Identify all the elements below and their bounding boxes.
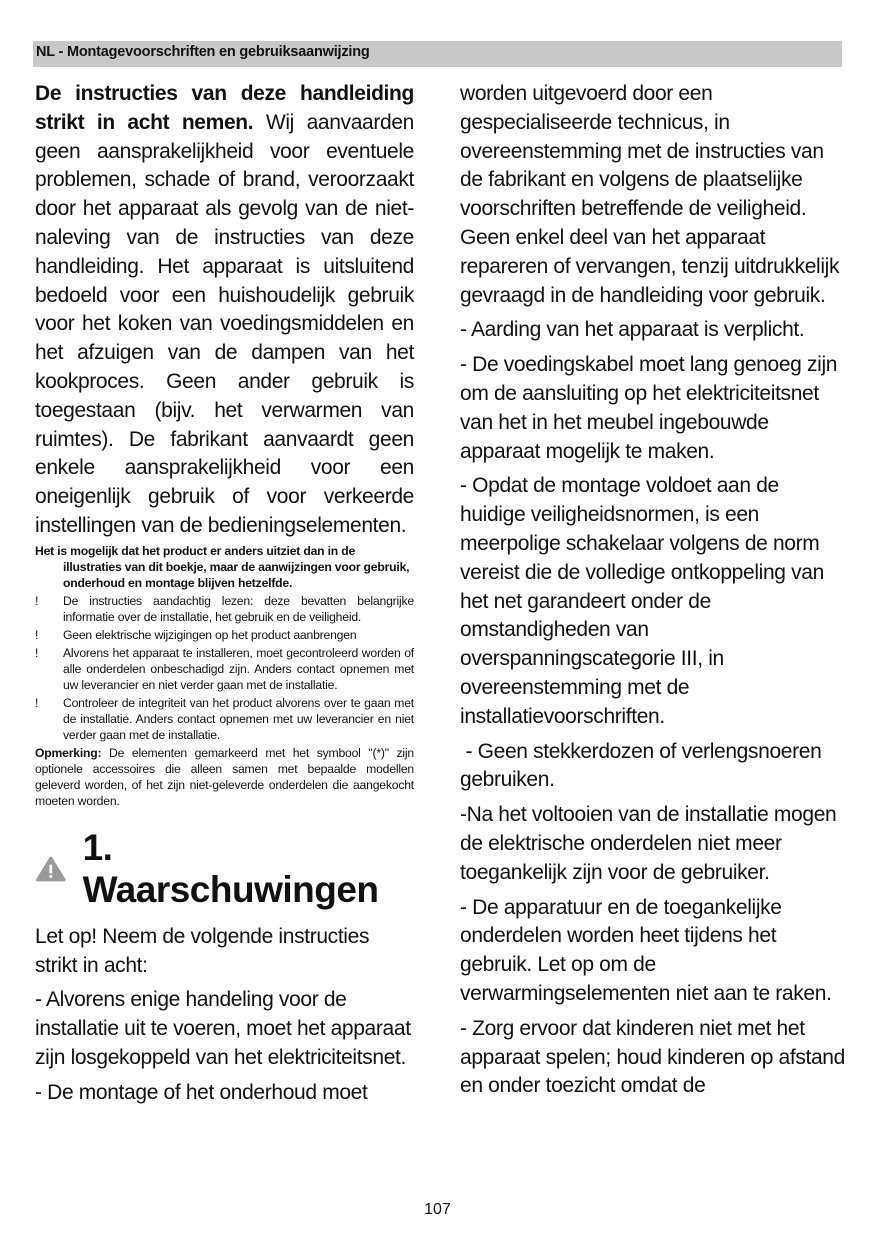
exclamation-icon: ! [35, 645, 39, 660]
list-item-text: Controleer de integriteit van het product alvorens over te gaan met de installatie. Anders contact opnemen met uw leverancier en niet verder gaan met de installatie. [63, 695, 414, 742]
intro-paragraph [35, 80, 414, 541]
header-text: NL - Montagevoorschriften en gebruiksaanwijzing [36, 44, 370, 60]
list-item [35, 627, 414, 643]
paragraph: -Na het voltooien van de installatie mogen de elektrische onderdelen niet meer toegankelijk zijn voor de gebruiker. [460, 803, 837, 884]
exclamation-icon: ! [35, 627, 39, 642]
paragraph: - Zorg ervoor dat kinderen niet met het apparaat spelen; houd kinderen op afstand en onder toezicht omdat de [460, 1016, 845, 1098]
list-item [35, 695, 414, 743]
exclamation-icon: ! [35, 593, 39, 608]
warning-icon [35, 855, 67, 883]
appearance-note [35, 543, 414, 591]
page-number: 107 [424, 1201, 451, 1218]
intro-bold: De instructies van deze handleiding strikt in acht nemen. [35, 82, 414, 134]
paragraph: - De voedingskabel moet lang genoeg zijn om de aansluiting op het elektriciteitsnet van het in het meubel ingebouwde apparaat mogelijk te maken. [460, 353, 838, 463]
paragraph: - Aarding van het apparaat is verplicht. [460, 318, 805, 342]
section-title: 1. Waarschuwingen [82, 826, 379, 910]
paragraph: - De montage of het onderhoud moet [35, 1080, 368, 1104]
paragraph: - Opdat de montage voldoet aan de huidige veiligheidsnormen, is een meerpolige schakelaar volgens de norm vereist die de volledige ontkoppeling van het net garandeert onder de omstandigheden van overspanningscategorie III, in overeenstemming met de installatievoorschriften. [460, 474, 824, 728]
remark [35, 745, 414, 809]
section-heading [35, 827, 414, 911]
appearance-note-line1: Het is mogelijk dat het product er anders uitziet dan in de [35, 543, 356, 558]
remark-text: De elementen gemarkeerd met het symbool "(*)" zijn optionele accessoires die alleen samen met bepaalde modellen geleverd worden, of het zijn niet-geleverde onderdelen die aangekocht moeten worden. [35, 745, 414, 808]
paragraph: - Alvorens enige handeling voor de installatie uit te voeren, moet het apparaat zijn losgekoppeld van het elektriciteitsnet. [35, 988, 411, 1069]
left-column [35, 80, 414, 1114]
list-item-text: Geen elektrische wijzigingen op het product aanbrengen [63, 627, 357, 642]
page-header [33, 41, 842, 67]
appearance-note-line2: illustraties van dit boekje, maar de aanwijzingen voor gebruik, onderhoud en montage blijven hetzelfde. [63, 559, 410, 590]
paragraph: Let op! Neem de volgende instructies strikt in acht: [35, 924, 370, 977]
paragraph: - Geen stekkerdozen of verlengsnoeren gebruiken. [460, 739, 827, 792]
exclamation-icon: ! [35, 695, 39, 710]
list-item [35, 645, 414, 693]
list-item-text: Alvorens het apparaat te installeren, moet gecontroleerd worden of alle onderdelen onbeschadigd zijn. Anders contact opnemen met uw leverancier en niet verder gaan met de installatie. [63, 645, 414, 692]
list-item-text: De instructies aandachtig lezen: deze bevatten belangrijke informatie over de installatie, het gebruik en de veiligheid. [63, 593, 414, 624]
paragraph: - De apparatuur en de toegankelijke onderdelen worden heet tijdens het gebruik. Let op om de verwarmingselementen niet aan te raken. [460, 895, 832, 1005]
list-item [35, 593, 414, 625]
right-column [460, 80, 845, 1107]
paragraph: worden uitgevoerd door een gespecialiseerde technicus, in overeenstemming met de instructies van de fabrikant en volgens de plaatselijke voorschriften betreffende de veiligheid. Geen enkel deel van het apparaat repareren of vervangen, tenzij uitdrukkelijk gevraagd in de handleiding voor gebruik. [460, 82, 840, 307]
remark-label: Opmerking: [35, 745, 102, 760]
intro-text: Wij aanvaarden geen aansprakelijkheid voor eventuele problemen, schade of brand, veroorzaakt door het apparaat als gevolg van de niet-naleving van de instructies van deze handleiding. Het apparaat is uitsluitend bedoeld voor een huishoudelijk gebruik voor het koken van voedingsmiddelen en het afzuigen van de dampen van het kookproces. Geen ander gebruik is toegestaan (bijv. het verwarmen van ruimtes). De fabrikant aanvaardt geen enkele aansprakelijkheid voor een oneigenlijk gebruik of voor verkeerde instellingen van de bedieningselementen. [35, 110, 414, 537]
